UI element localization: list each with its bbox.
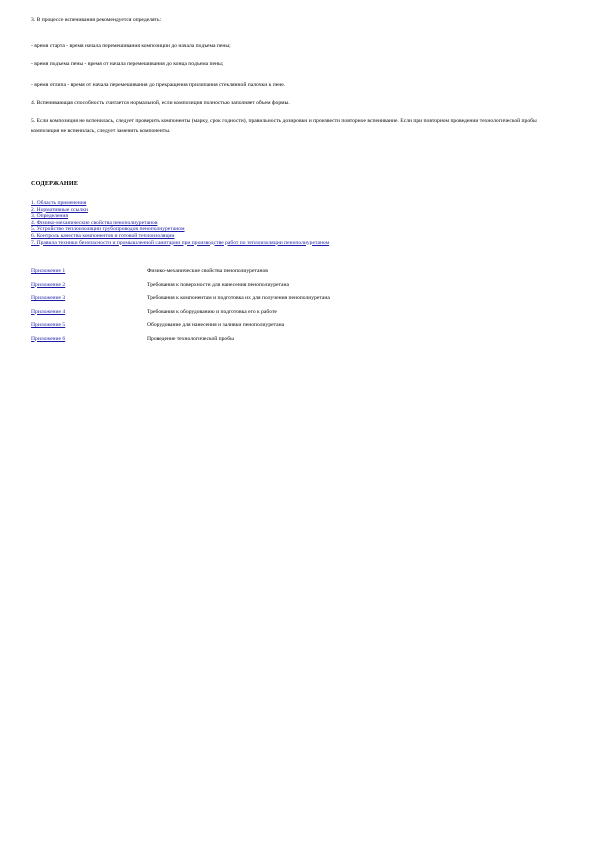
appendix-table (31, 268, 330, 349)
appendix-title: Проведение технологической пробы (147, 335, 234, 342)
toc-item (31, 240, 329, 247)
appendix-link-2[interactable]: Приложение 2 (31, 281, 66, 288)
toc-heading: СОДЕРЖАНИЕ (31, 180, 79, 187)
paragraph-3: 3. В процессе вспенивания рекомендуется определять: (31, 17, 162, 23)
toc-link-normative-references[interactable]: 2. Нормативные ссылки (31, 206, 88, 213)
appendix-row (31, 295, 330, 309)
appendix-title: Требования к компонентам и подготовка их для получения пенополиуретана (147, 295, 330, 301)
paragraph-4: 4. Вспенивающая способность считается нормальной, если композиция полностью заполняет объем формы. (31, 100, 290, 106)
appendix-link-5[interactable]: Приложение 5 (31, 322, 66, 328)
toc-link-scope[interactable]: 1. Область применения (31, 200, 87, 206)
appendix-link-4[interactable]: Приложение 4 (31, 308, 66, 315)
appendix-row (31, 268, 330, 282)
appendix-title: Физико-механические свойства пенополиуретанов (147, 268, 268, 274)
appendix-title: Оборудование для нанесения и заливки пенополиуретана (147, 322, 285, 328)
toc-link-insulation-installation[interactable]: 5. Устройство теплоизоляции трубопроводов пенополиуретаном (31, 226, 185, 233)
toc-link-definitions[interactable]: 3. Определения (31, 213, 68, 220)
toc-item (31, 200, 329, 207)
toc-item (31, 207, 329, 214)
paragraph-5: 5. Если композиция не вспенилась, следует проверить компоненты (марку, срок годности), правильность дозировки и произвести повторное вспенивание. Если при повторном проведении технологической пробы композиция не вспенилась, следует заменить компоненты. (31, 118, 537, 134)
paragraph-rise-time: - время подъема пены - время от начала перемешивания до конца подъема пены; (31, 61, 224, 67)
appendix-link-3[interactable]: Приложение 3 (31, 295, 66, 301)
paragraph-tack-free-time: - время отлипа - время от начала перемешивания до прекращения прилипания стеклянной палочки к пене. (31, 82, 286, 88)
toc-item (31, 213, 329, 220)
appendix-row (31, 282, 330, 296)
toc-link-safety-rules[interactable]: 7. Правила техники безопасности и промышленной санитарии при производстве работ по теплоизоляции пенополиуретаном (31, 239, 330, 246)
appendix-row (31, 309, 330, 323)
appendix-row (31, 336, 330, 350)
appendix-row (31, 322, 330, 336)
toc-list (31, 200, 329, 246)
appendix-title: Требования к поверхности для нанесения пенополиуретана (147, 281, 289, 288)
toc-item (31, 233, 329, 240)
appendix-title: Требования к оборудованию и подготовка его к работе (147, 308, 277, 315)
appendix-link-1[interactable]: Приложение 1 (31, 268, 66, 274)
appendix-link-6[interactable]: Приложение 6 (31, 335, 66, 342)
paragraph-start-time: - время старта - время начала перемешивания композиции до начала подъема пены; (31, 43, 231, 49)
toc-item (31, 226, 329, 233)
toc-link-properties[interactable]: 4. Физико-механические свойства пенополиуретанов (31, 219, 158, 226)
toc-link-quality-control[interactable]: 6. Контроль качества компонентов и готовой теплоизоляции (31, 232, 175, 239)
